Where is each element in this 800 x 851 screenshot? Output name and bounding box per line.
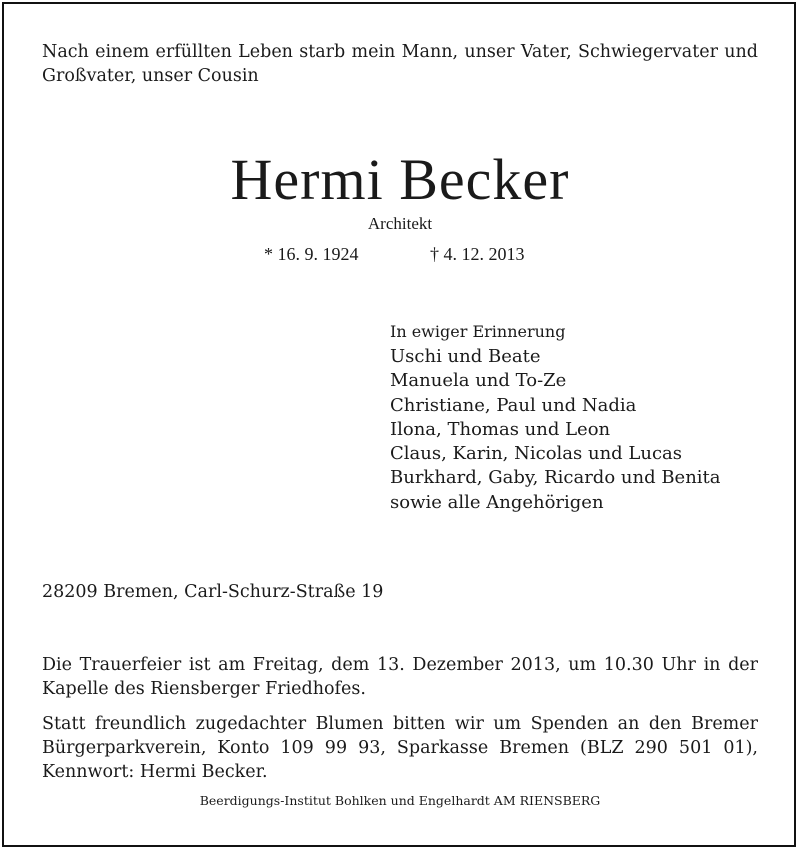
memory-line: In ewiger Erinnerung xyxy=(390,322,566,341)
death-date: † 4. 12. 2013 xyxy=(430,244,525,264)
mourner-line: Manuela und To-Ze xyxy=(390,370,567,392)
ceremony-info: Die Trauerfeier ist am Freitag, dem 13. Dezember 2013, um 10.30 Uhr in der Kapelle des Riensberger Friedhofes. xyxy=(42,655,758,699)
mourner-line: Ilona, Thomas und Leon xyxy=(390,418,611,440)
mourners-list xyxy=(390,345,721,515)
funeral-home: Beerdigungs-Institut Bohlken und Engelhardt AM RIENSBERG xyxy=(199,793,601,808)
donation-request: Statt freundlich zugedachter Blumen bitten wir um Spenden an den Bremer Bürgerparkverein, Konto 109 99 93, Sparkasse Bremen (BLZ 290 501 01), Kennwort: Hermi Becker. xyxy=(42,714,758,782)
address: 28209 Bremen, Carl-Schurz-Straße 19 xyxy=(42,582,384,602)
profession: Architekt xyxy=(367,214,433,233)
mourner-line: Burkhard, Gaby, Ricardo und Benita xyxy=(390,467,721,489)
mourner-line: sowie alle Angehörigen xyxy=(390,491,604,513)
mourner-line: Uschi und Beate xyxy=(390,346,541,367)
mourner-line: Christiane, Paul und Nadia xyxy=(390,394,637,416)
mourner-line: Claus, Karin, Nicolas und Lucas xyxy=(390,443,683,465)
deceased-name: Hermi Becker xyxy=(230,147,570,212)
intro-text: Nach einem erfüllten Leben starb mein Mann, unser Vater, Schwiegervater und Großvater, unser Cousin xyxy=(42,42,758,86)
birth-date: * 16. 9. 1924 xyxy=(264,244,359,264)
